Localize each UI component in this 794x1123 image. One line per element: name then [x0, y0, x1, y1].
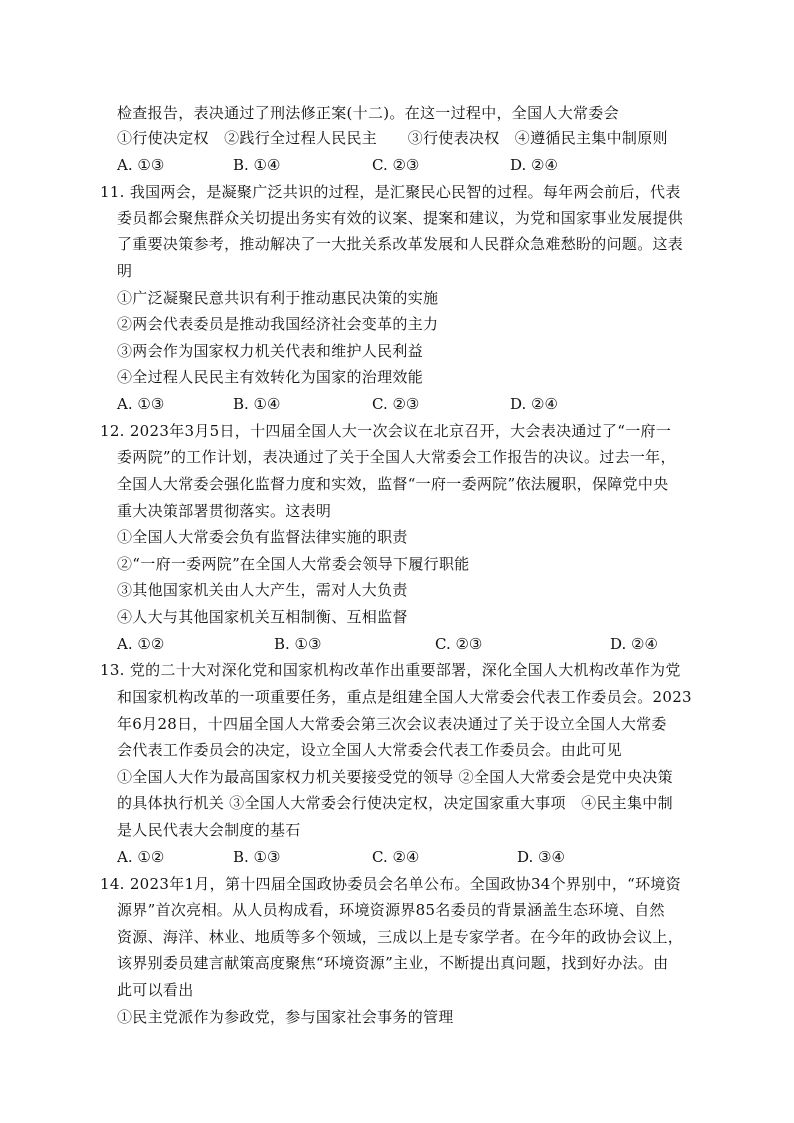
q13-item-line: 是人民代表大会制度的基石 — [117, 821, 301, 839]
q13-stem-line: 13. 党的二十大对深化党和国家机构改革作出重要部署，深化全国人大机构改革作为党 — [100, 661, 681, 679]
q14-stem-line: 资源、海洋、林业、地质等多个领域，三成以上是专家学者。在今年的政协会议上， — [117, 928, 684, 946]
q12-item: ③其他国家机关由人大产生，需对人大负责 — [117, 581, 408, 599]
q13-item-line: ①全国人大作为最高国家权力机关要接受党的领导 ②全国人大常委会是党中央决策 — [117, 768, 673, 786]
q12-stem-line: 全国人大常委会强化监督力度和实效，监督“一府一委两院”依法履职，保障党中央 — [117, 475, 669, 493]
q12-item: ②“一府一委两院”在全国人大常委会领导下履行职能 — [117, 555, 470, 573]
q14-stem-line: 14. 2023年1月，第十四届全国政协委员会名单公布。全国政协34个界别中，“环境资 — [100, 875, 681, 893]
q14-stem-line: 此可以看出 — [117, 981, 194, 999]
q12-stem-line: 重大决策部署贯彻落实。这表明 — [117, 502, 332, 520]
q11-option-d: D. ②④ — [510, 395, 558, 413]
q10-option-b: B. ①④ — [233, 156, 281, 174]
q12-stem-line: 12. 2023年3月5日，十四届全国人大一次会议在北京召开，大会表决通过了“一府一 — [100, 422, 672, 440]
q13-option-c: C. ②④ — [372, 848, 420, 866]
q10-option-a: A. ①③ — [117, 156, 165, 174]
q13-stem-line: 会代表工作委员会的决定，设立全国人大常委会代表工作委员会。由此可见 — [117, 741, 622, 759]
q13-item-line: 的具体执行机关 ③全国人大常委会行使决定权，决定国家重大事项 ④民主集中制 — [117, 794, 673, 812]
q11-item: ②两会代表委员是推动我国经济社会变革的主力 — [117, 315, 439, 333]
q11-stem-line: 委员都会聚焦群众关切提出务实有效的议案、提案和建议，为党和国家事业发展提供 — [117, 209, 684, 227]
q11-stem-line: 明 — [117, 262, 133, 280]
q14-item: ①民主党派作为参政党，参与国家社会事务的管理 — [117, 1008, 454, 1026]
q13-stem-line: 和国家机构改革的一项重要任务，重点是组建全国人大常委会代表工作委员会。2023 — [117, 688, 692, 706]
q12-option-c: C. ②③ — [435, 635, 483, 653]
q12-option-d: D. ②④ — [610, 635, 658, 653]
q14-stem-line: 该界别委员建言献策高度聚焦“环境资源”主业，不断提出真问题，找到好办法。由 — [117, 954, 669, 972]
q11-stem-line: 11. 我国两会，是凝聚广泛共识的过程，是汇聚民心民智的过程。每年两会前后，代表 — [100, 183, 681, 201]
q11-option-a: A. ①③ — [117, 395, 165, 413]
q13-option-a: A. ①② — [117, 848, 165, 866]
q11-stem-line: 了重要决策参考，推动解决了一大批关系改革发展和人民群众急难愁盼的问题。这表 — [117, 235, 684, 253]
q12-item: ④人大与其他国家机关互相制衡、互相监督 — [117, 608, 408, 626]
q10-option-d: D. ②④ — [510, 156, 558, 174]
q11-item: ③两会作为国家权力机关代表和维护人民利益 — [117, 342, 424, 360]
q10-option-c: C. ②③ — [372, 156, 420, 174]
q12-option-a: A. ①② — [117, 635, 165, 653]
q12-stem-line: 委两院”的工作计划，表决通过了关于全国人大常委会工作报告的决议。过去一年， — [117, 448, 676, 466]
q11-option-c: C. ②③ — [372, 395, 420, 413]
q10-stem-tail: 检查报告，表决通过了刑法修正案(十二)。在这一过程中，全国人大常委会 — [117, 104, 619, 122]
q11-option-b: B. ①④ — [233, 395, 281, 413]
q12-item: ①全国人大常委会负有监督法律实施的职责 — [117, 528, 408, 546]
q13-stem-line: 年6月28日，十四届全国人大常委会第三次会议表决通过了关于设立全国人大常委 — [117, 715, 667, 733]
q11-item: ④全过程人民民主有效转化为国家的治理效能 — [117, 368, 424, 386]
q13-option-d: D. ③④ — [517, 848, 565, 866]
q12-option-b: B. ①③ — [274, 635, 322, 653]
q11-item: ①广泛凝聚民意共识有利于推动惠民决策的实施 — [117, 289, 439, 307]
q13-option-b: B. ①③ — [233, 848, 281, 866]
q14-stem-line: 源界”首次亮相。从人员构成看，环境资源界85名委员的背景涵盖生态环境、自然 — [117, 901, 665, 919]
q10-items: ①行使决定权 ②践行全过程人民民主 ③行使表决权 ④遵循民主集中制原则 — [117, 129, 668, 147]
